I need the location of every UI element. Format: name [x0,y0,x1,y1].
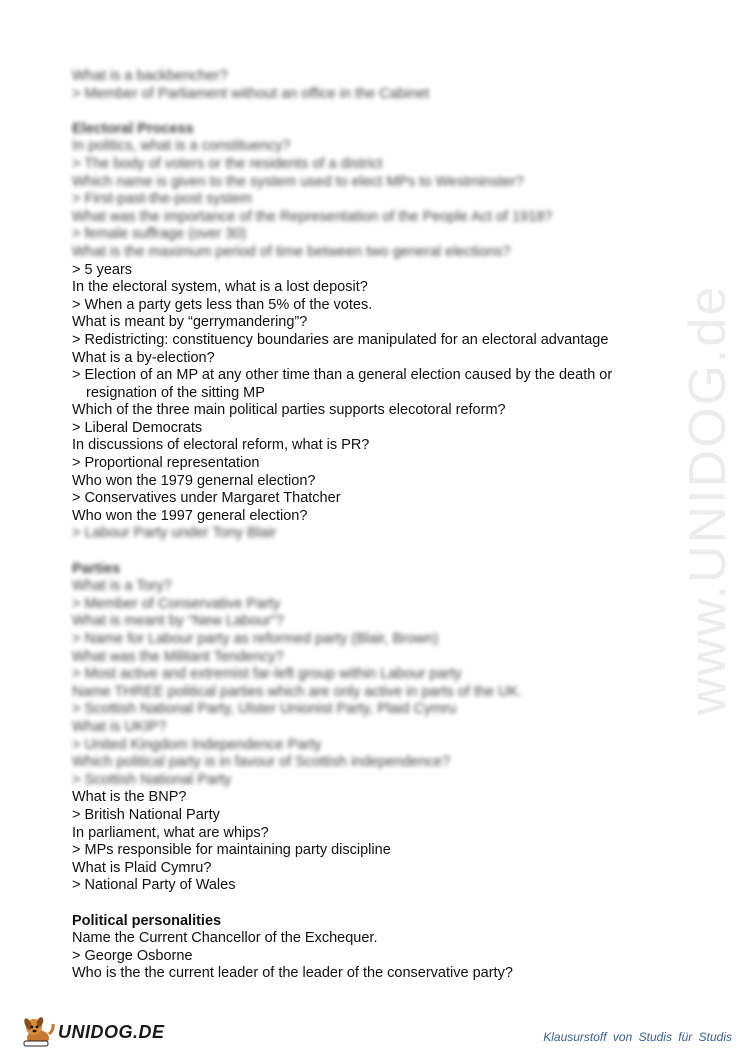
question-line: What is meant by “gerrymandering”? [72,314,308,331]
question-line: Which political party is in favour of Scottish independence? [72,754,451,771]
answer-line: > The body of voters or the residents of a district [72,155,383,172]
question-line: What is the maximum period of time between two general elections? [72,243,511,260]
document-content [72,68,672,983]
footer-tagline: Klausurstoff von Studis für Studis [543,1030,732,1044]
answer-line: > Scottish National Party, Ulster Unionist Party, Plaid Cymru [72,701,457,718]
answer-line: > United Kingdom Independence Party [72,736,322,753]
question-line: Who won the 1979 genernal election? [72,472,316,489]
answer-line: > Conservatives under Margaret Thatcher [72,490,341,507]
answer-line: > Election of an MP at any other time than a general election caused by the death or [72,367,613,384]
section-heading-parties: Parties [72,560,121,577]
answer-line: > female suffrage (over 30) [72,226,247,243]
question-line: What is UKIP? [72,718,167,735]
question-line: Which name is given to the system used to elect MPs to Westminster? [72,173,524,190]
answer-line: > When a party gets less than 5% of the votes. [72,296,373,313]
answer-line: > Liberal Democrats [72,419,203,436]
answer-line: > Most active and extremist far-left group within Labour party [72,666,462,683]
dog-mascot-icon [20,1014,56,1050]
question-line: Name THREE political parties which are only active in parts of the UK. [72,683,523,700]
logo-text: UNIDOG.DE [58,1021,165,1042]
question-line: What is a Tory? [72,578,172,595]
question-line: In politics, what is a constituency? [72,138,291,155]
answer-line: > MPs responsible for maintaining party discipline [72,842,391,859]
question-line: What is the BNP? [72,789,187,806]
answer-line: > Member of Parliament without an office in the Cabinet [72,85,430,102]
answer-line: > Member of Conservative Party [72,595,281,612]
answer-line-continued: resignation of the sitting MP [86,384,265,401]
question-line: What is meant by “New Labour”? [72,613,284,630]
question-line: What is Plaid Cymru? [72,859,212,876]
answer-line: > Redistricting: constituency boundaries are manipulated for an electoral advantage [72,331,609,348]
question-line: Who is the the current leader of the leader of the conservative party? [72,965,513,982]
answer-line: > George Osborne [72,947,193,964]
question-line: Which of the three main political parties supports elecotoral reform? [72,402,506,419]
section-heading-electoral: Electoral Process [72,120,194,137]
question-line: What is a by-election? [72,349,215,366]
answer-line: > National Party of Wales [72,877,236,894]
question-line: What is a backbencher? [72,68,228,84]
answer-line: > Name for Labour party as reformed party (Blair, Brown) [72,631,439,647]
answer-line: > Labour Party under Tony Blair [72,525,277,542]
question-line: In the electoral system, what is a lost deposit? [72,279,368,296]
question-line: Who won the 1997 general election? [72,507,308,524]
question-line: In parliament, what are whips? [72,824,269,841]
question-line: In discussions of electoral reform, what is PR? [72,437,370,454]
answer-line: > Scottish National Party [72,771,232,788]
question-line: What was the importance of the Representation of the People Act of 1918? [72,208,553,225]
question-line: Name the Current Chancellor of the Exchequer. [72,930,378,947]
unidog-logo[interactable] [20,1012,165,1052]
question-line: What was the Militant Tendency? [72,648,284,665]
section-heading-personalities: Political personalities [72,912,222,929]
answer-line: > First-past-the-post system [72,191,253,208]
answer-line: > 5 years [72,261,133,278]
answer-line: > Proportional representation [72,455,260,472]
answer-line: > British National Party [72,806,220,823]
watermark: www.UNIDOG.de [679,284,737,716]
